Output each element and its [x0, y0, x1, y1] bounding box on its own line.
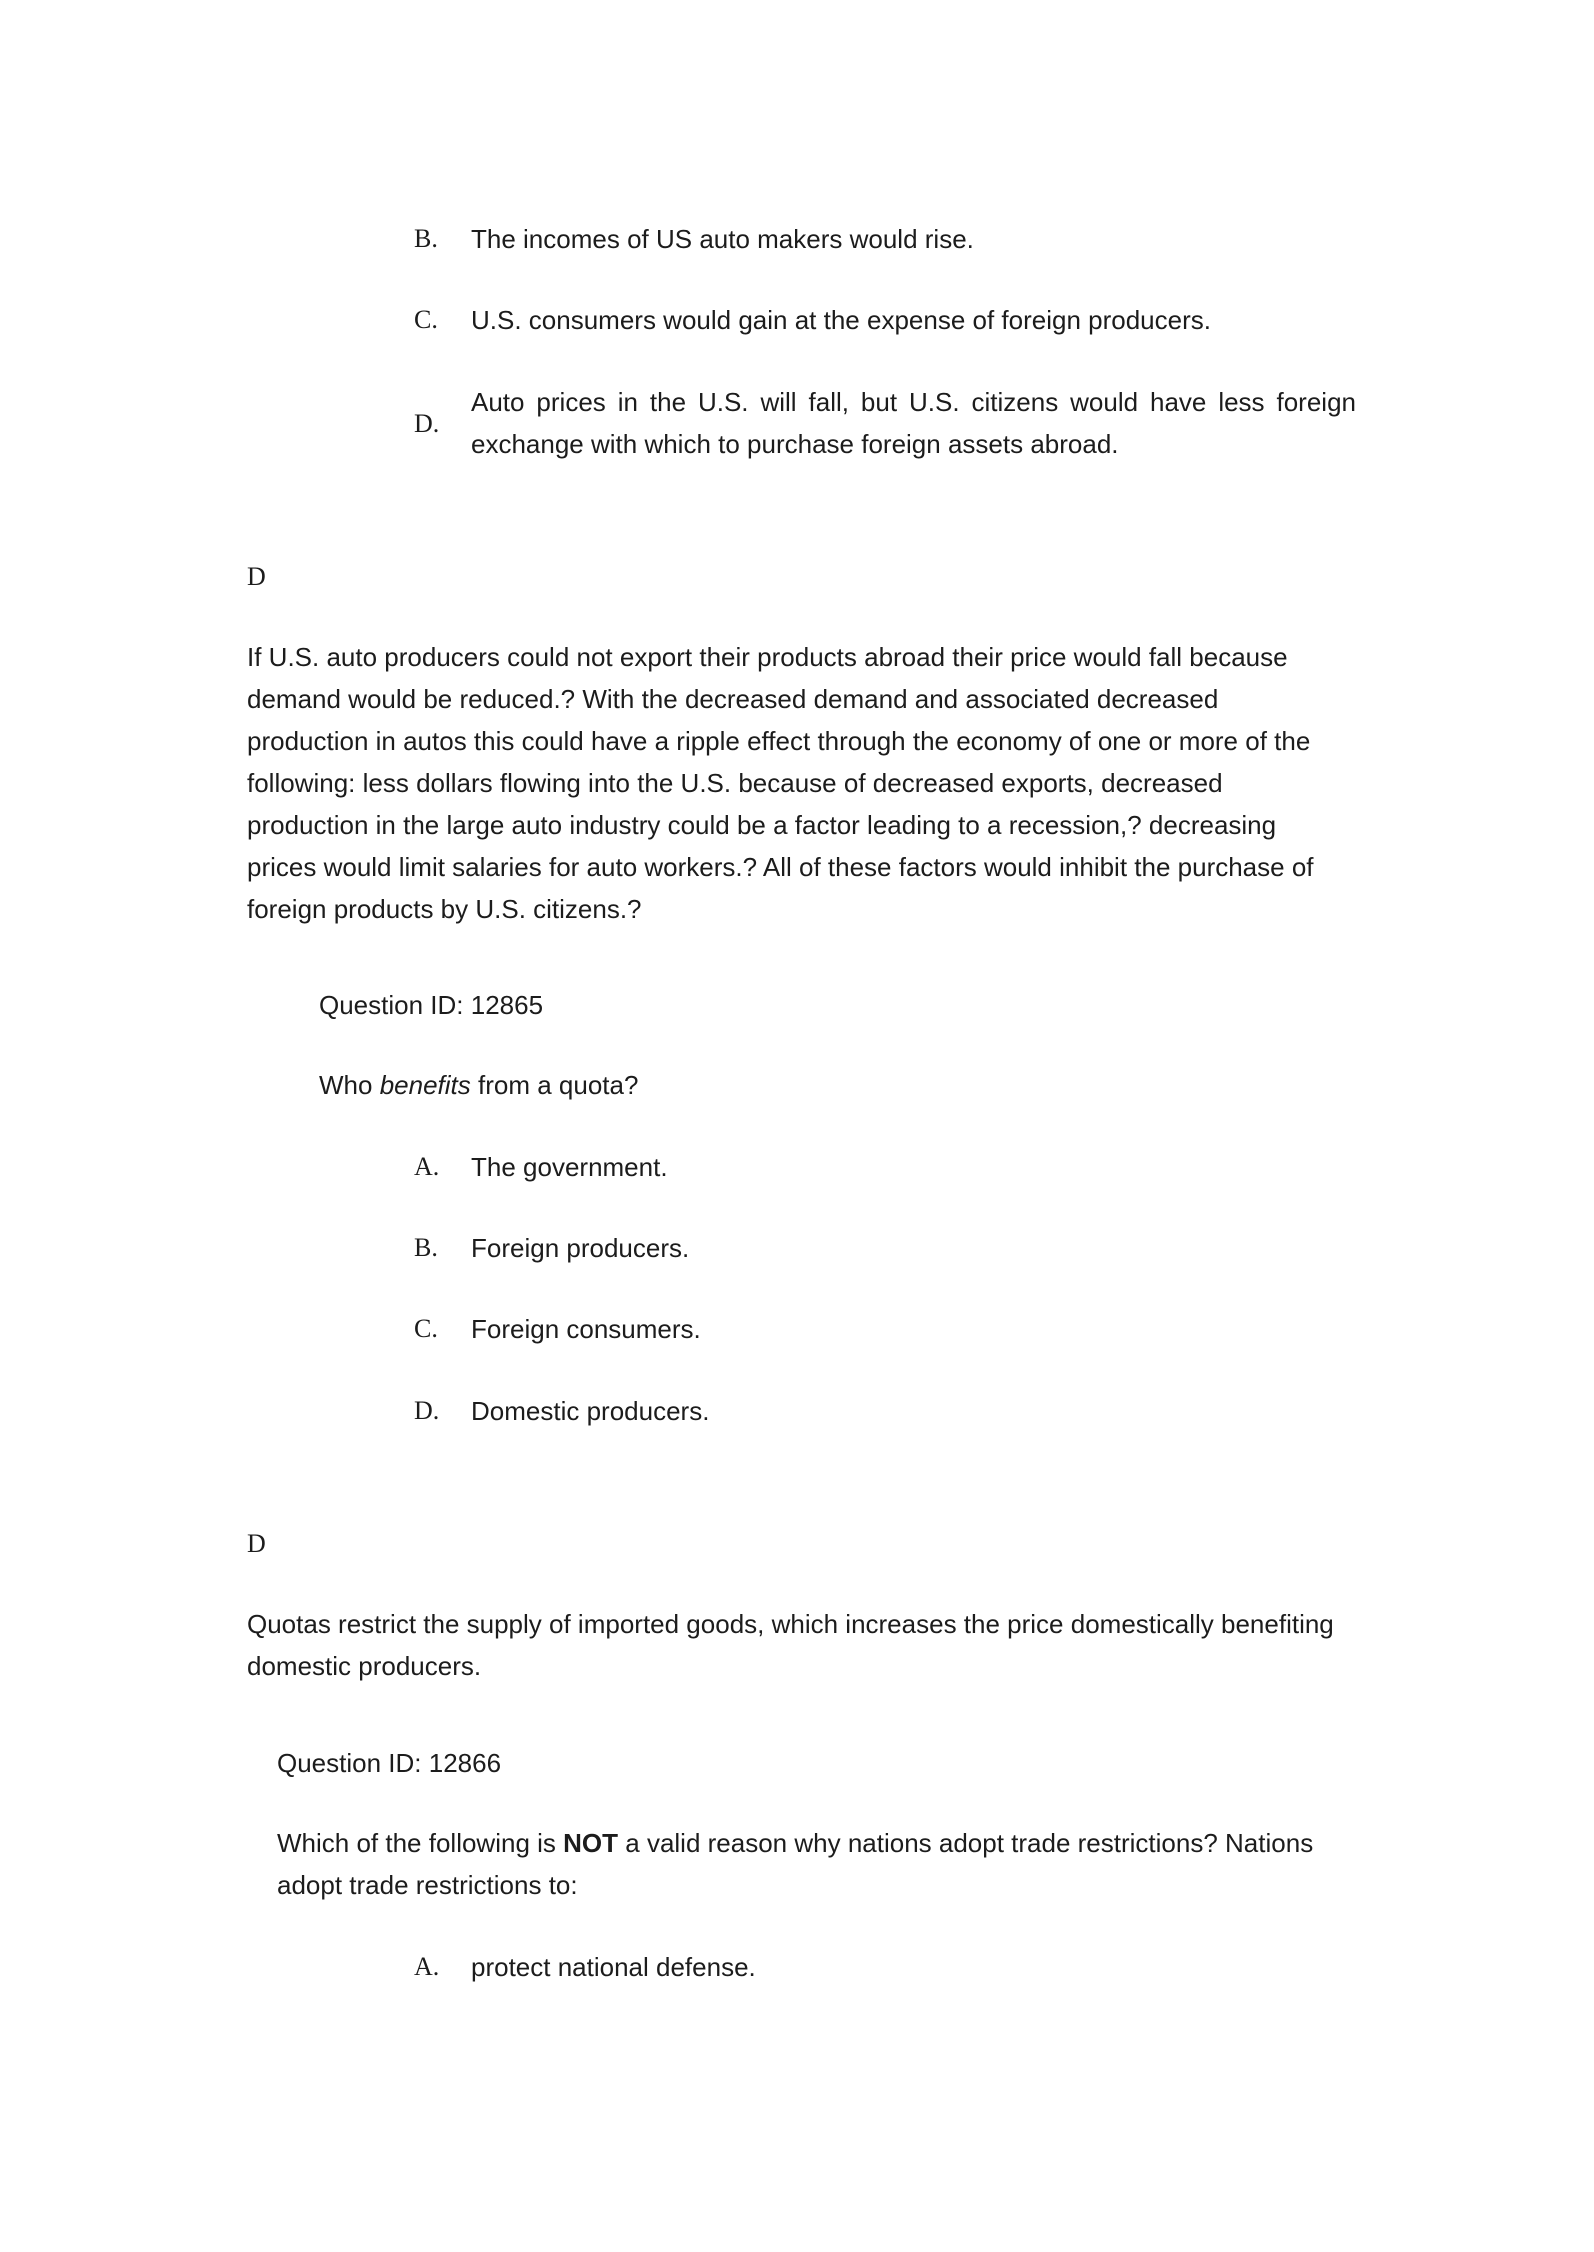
- question-text: [319, 1064, 638, 1106]
- option-b-letter: B.: [414, 224, 438, 253]
- question-text-emphasis: benefits: [379, 1070, 471, 1100]
- question-text-post: from a quota?: [470, 1070, 639, 1100]
- option-c-letter: C.: [414, 305, 438, 334]
- option-a-letter: A.: [414, 1952, 440, 1981]
- explanation-line: foreign products by U.S. citizens.?: [247, 894, 642, 924]
- option-b-text: Foreign producers.: [471, 1233, 690, 1263]
- option-a-text: protect national defense.: [471, 1952, 756, 1982]
- question-text-post: a valid reason why nations adopt trade restrictions? Nations: [618, 1828, 1314, 1858]
- question-text-pre: Which of the following is: [277, 1828, 564, 1858]
- option-d-text: Domestic producers.: [471, 1396, 710, 1426]
- explanation-line: production in autos this could have a ripple effect through the economy of one or more of the: [247, 726, 1311, 756]
- question-text-bold: NOT: [563, 1828, 619, 1858]
- option-d-text-line2: exchange with which to purchase foreign assets abroad.: [471, 429, 1119, 459]
- explanation-paragraph: [247, 1603, 1334, 1687]
- explanation-line: prices would limit salaries for auto workers.? All of these factors would inhibit the purchase of: [247, 852, 1314, 882]
- explanation-line: production in the large auto industry could be a factor leading to a recession,? decreasing: [247, 810, 1277, 840]
- answer-letter: D: [247, 1529, 266, 1558]
- option-b-text: The incomes of US auto makers would rise.: [471, 224, 974, 254]
- option-b-letter: B.: [414, 1233, 438, 1262]
- option-c-text: U.S. consumers would gain at the expense of foreign producers.: [471, 305, 1211, 335]
- option-a-letter: A.: [414, 1152, 440, 1181]
- explanation-line: domestic producers.: [247, 1651, 482, 1681]
- question-id: Question ID: 12866: [277, 1748, 502, 1778]
- explanation-line: demand would be reduced.? With the decreased demand and associated decreased: [247, 684, 1219, 714]
- option-c-text: Foreign consumers.: [471, 1314, 701, 1344]
- explanation-paragraph: [247, 636, 1314, 930]
- option-d-letter: D.: [414, 409, 440, 438]
- option-d-text-line1: Auto prices in the U.S. will fall, but U.S. citizens would have less foreign: [471, 387, 1356, 417]
- answer-letter: D: [247, 562, 266, 591]
- explanation-line: If U.S. auto producers could not export their products abroad their price would fall because: [247, 642, 1288, 672]
- question-text-pre: Who: [319, 1070, 380, 1100]
- option-a-text: The government.: [471, 1152, 668, 1182]
- question-text-line2: adopt trade restrictions to:: [277, 1870, 578, 1900]
- question-text: [277, 1822, 1313, 1864]
- option-d-letter: D.: [414, 1396, 440, 1425]
- question-id: Question ID: 12865: [319, 990, 544, 1020]
- explanation-line: following: less dollars flowing into the U.S. because of decreased exports, decreased: [247, 768, 1223, 798]
- option-c-letter: C.: [414, 1314, 438, 1343]
- explanation-line: Quotas restrict the supply of imported goods, which increases the price domestically benefiting: [247, 1609, 1334, 1639]
